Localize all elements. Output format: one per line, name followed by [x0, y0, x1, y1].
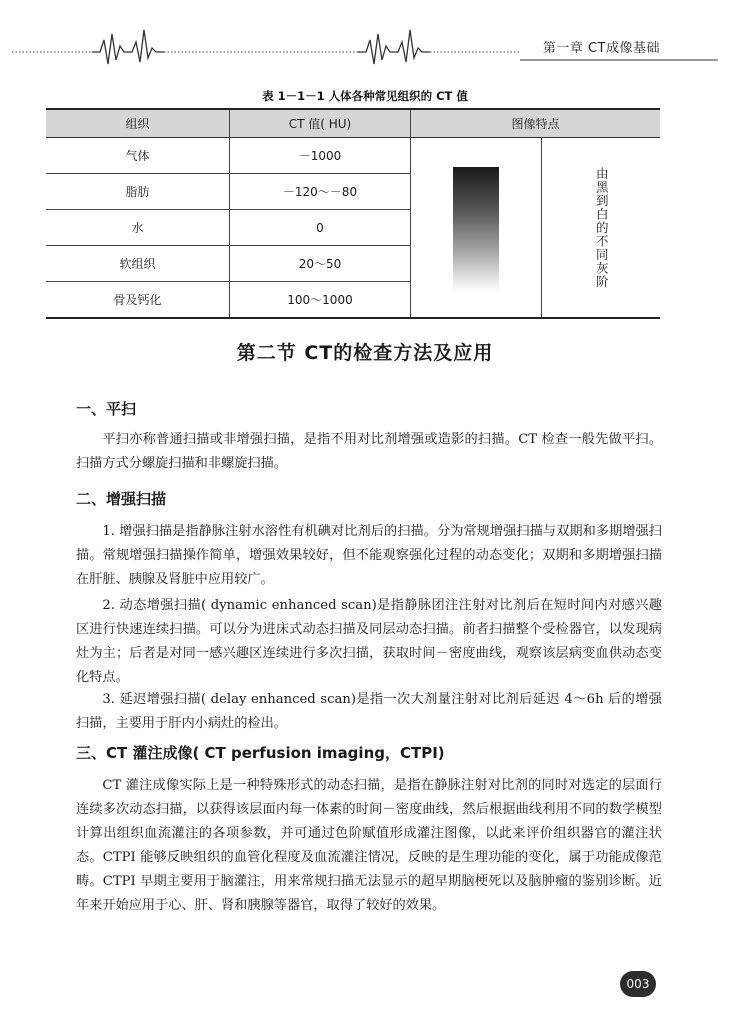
subsection-heading-ct-perfusion: 三、CT 灌注成像( CT perfusion imaging，CTPI)	[76, 744, 445, 762]
table-caption: 表 1－1－1 人体各种常见组织的 CT 值	[262, 89, 468, 103]
ct-value-cell: 20～50	[230, 246, 411, 282]
table-header-row	[46, 109, 660, 138]
ct-value-cell: －1000	[230, 138, 411, 174]
tissue-cell: 脂肪	[46, 174, 230, 210]
ct-value-cell: 0	[230, 210, 411, 246]
grayscale-cell	[411, 138, 542, 319]
ct-value-cell: －120～－80	[230, 174, 411, 210]
tissue-cell: 软组织	[46, 246, 230, 282]
paragraph: 平扫亦称普通扫描或非增强扫描，是指不用对比剂增强或造影的扫描。CT 检查一般先做平扫。扫描方式分螺旋扫描和非螺旋扫描。	[76, 432, 662, 471]
subsection-heading-plain-scan: 一、平扫	[76, 400, 137, 418]
running-header	[0, 0, 730, 70]
feature-text: 由黑到白的不同灰阶	[594, 166, 610, 289]
ecg-line-decoration	[0, 0, 730, 70]
feature-text-cell	[542, 138, 661, 319]
subsection-heading-enhanced-scan: 二、增强扫描	[76, 490, 167, 508]
paragraph: 3. 延迟增强扫描( delay enhanced scan)是指一次大剂量注射对比剂后延迟 4～6h 后的增强扫描，主要用于肝内小病灶的检出。	[76, 692, 662, 731]
paragraph: CT 灌注成像实际上是一种特殊形式的动态扫描，是指在静脉注射对比剂的同时对选定的层面行连续多次动态扫描，以获得该层面内每一体素的时间－密度曲线，然后根据曲线利用不同的数学模型计算出组织血流灌注的各项参数，并可通过色阶赋值形成灌注图像，以此来评价组织器官的灌注状态。CTPI 能够反映组织的血管化程度及血流灌注情况，反映的是生理功能的变化，属于功能成像范畴。CTPI 早期主要用于脑灌注，用来常规扫描无法显示的超早期脑梗死以及脑肿瘤的鉴别诊断。近年来开始应用于心、肝、肾和胰腺等器官，取得了较好的效果。	[76, 778, 662, 913]
ct-value-cell: 100～1000	[230, 282, 411, 319]
tissue-cell: 骨及钙化	[46, 282, 230, 319]
header-image-feature: 图像特点	[411, 109, 661, 138]
section-title: 第二节 CT的检查方法及应用	[236, 342, 494, 364]
page-number: 003	[620, 971, 656, 997]
tissue-cell: 气体	[46, 138, 230, 174]
paragraph: 1. 增强扫描是指静脉注射水溶性有机碘对比剂后的扫描。分为常规增强扫描与双期和多期增强扫描。常规增强扫描操作简单，增强效果较好，但不能观察强化过程的动态变化；双期和多期增强扫描在肝脏、胰腺及肾脏中应用较广。	[76, 524, 662, 587]
ct-values-table	[46, 108, 660, 319]
paragraph: 2. 动态增强扫描( dynamic enhanced scan)是指静脉团注注射对比剂后在短时间内对感兴趣区进行快速连续扫描。可以分为进床式动态扫描及同层动态扫描。前者扫描整个受检器官，以发现病灶为主；后者是对同一感兴趣区连续进行多次扫描，获取时间－密度曲线，观察该层病变血供动态变化特点。	[76, 598, 662, 685]
tissue-cell: 水	[46, 210, 230, 246]
header-ct-value: CT 值( HU)	[230, 109, 411, 138]
grayscale-gradient-bar	[453, 167, 499, 289]
chapter-title: 第一章 CT成像基础	[542, 41, 660, 56]
header-tissue: 组织	[46, 109, 230, 138]
table-row	[46, 138, 660, 174]
